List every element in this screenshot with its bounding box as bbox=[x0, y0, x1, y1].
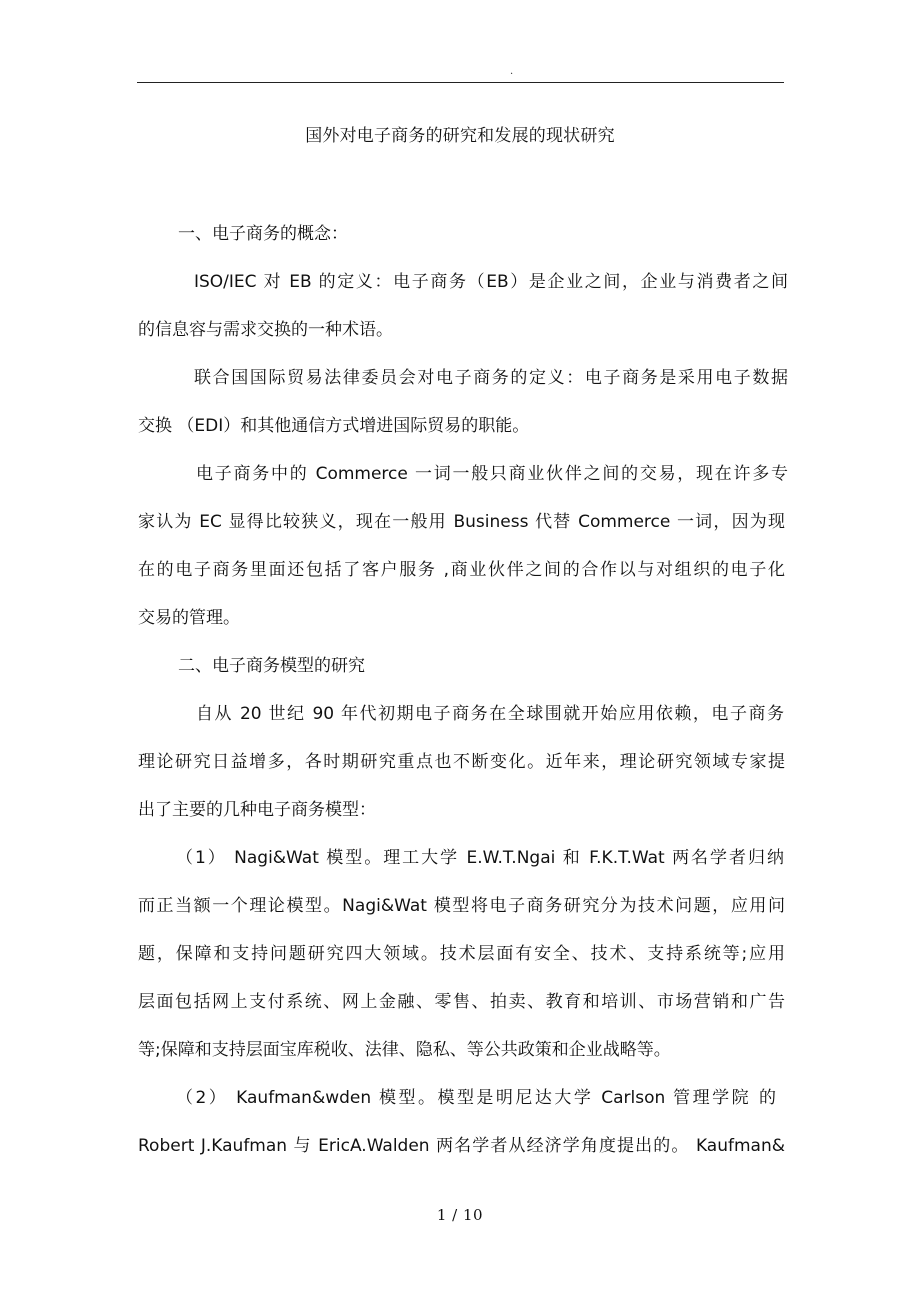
paragraph-line: 电子商务中的 Commerce 一词一般只商业伙伴之间的交易，现在许多专 bbox=[196, 464, 788, 484]
paragraph-line: 等;保障和支持层面宝库税收、法律、隐私、等公共政策和企业战略等。 bbox=[138, 1040, 671, 1060]
paragraph-line: 在的电子商务里面还包括了客户服务 ,商业伙伴之间的合作以与对组织的电子化 bbox=[138, 560, 785, 580]
section-heading-1: 一、电子商务的概念： bbox=[178, 224, 348, 244]
paragraph-line: ISO/IEC 对 EB 的定义：电子商务（EB）是企业之间，企业与消费者之间 bbox=[194, 272, 788, 292]
paragraph-line: 家认为 EC 显得比较狭义，现在一般用 Business 代替 Commerce 一词，因为现 bbox=[138, 512, 785, 532]
document-title: 国外对电子商务的研究和发展的现状研究 bbox=[305, 126, 615, 146]
paragraph-line: 理论研究日益增多，各时期研究重点也不断变化。近年来，理论研究领域专家提 bbox=[138, 752, 785, 772]
paragraph-line: Robert J.Kaufman 与 EricA.Walden 两名学者从经济学角度提出的。 Kaufman& bbox=[138, 1136, 785, 1156]
page-number: 1 / 10 bbox=[436, 1206, 484, 1224]
header-mark: . bbox=[510, 66, 514, 77]
paragraph-line: （2） Kaufman&wden 模型。模型是明尼达大学 Carlson 管理学院 的 bbox=[176, 1088, 776, 1108]
paragraph-line: 题，保障和支持问题研究四大领域。技术层面有安全、技术、支持系统等;应用 bbox=[138, 944, 785, 964]
paragraph-line: 出了主要的几种电子商务模型： bbox=[138, 800, 376, 820]
paragraph-line: 层面包括网上支付系统、网上金融、零售、拍卖、教育和培训、市场营销和广告 bbox=[138, 992, 785, 1012]
paragraph-line: 自从 20 世纪 90 年代初期电子商务在全球围就开始应用依赖，电子商务 bbox=[196, 704, 784, 724]
paragraph-line: （1） Nagi&Wat 模型。理工大学 E.W.T.Ngai 和 F.K.T.Wat 两名学者归纳 bbox=[176, 848, 784, 868]
section-heading-2: 二、电子商务模型的研究 bbox=[178, 656, 365, 676]
paragraph-line: 交易的管理。 bbox=[138, 608, 240, 628]
header-rule bbox=[137, 82, 784, 83]
paragraph-line: 联合国国际贸易法律委员会对电子商务的定义：电子商务是采用电子数据 bbox=[194, 368, 788, 388]
paragraph-line: 的信息容与需求交换的一种术语。 bbox=[138, 320, 393, 340]
paragraph-line: 交换 （EDI）和其他通信方式增进国际贸易的职能。 bbox=[138, 416, 530, 436]
paragraph-line: 而正当额一个理论模型。Nagi&Wat 模型将电子商务研究分为技术问题，应用问 bbox=[138, 896, 785, 916]
